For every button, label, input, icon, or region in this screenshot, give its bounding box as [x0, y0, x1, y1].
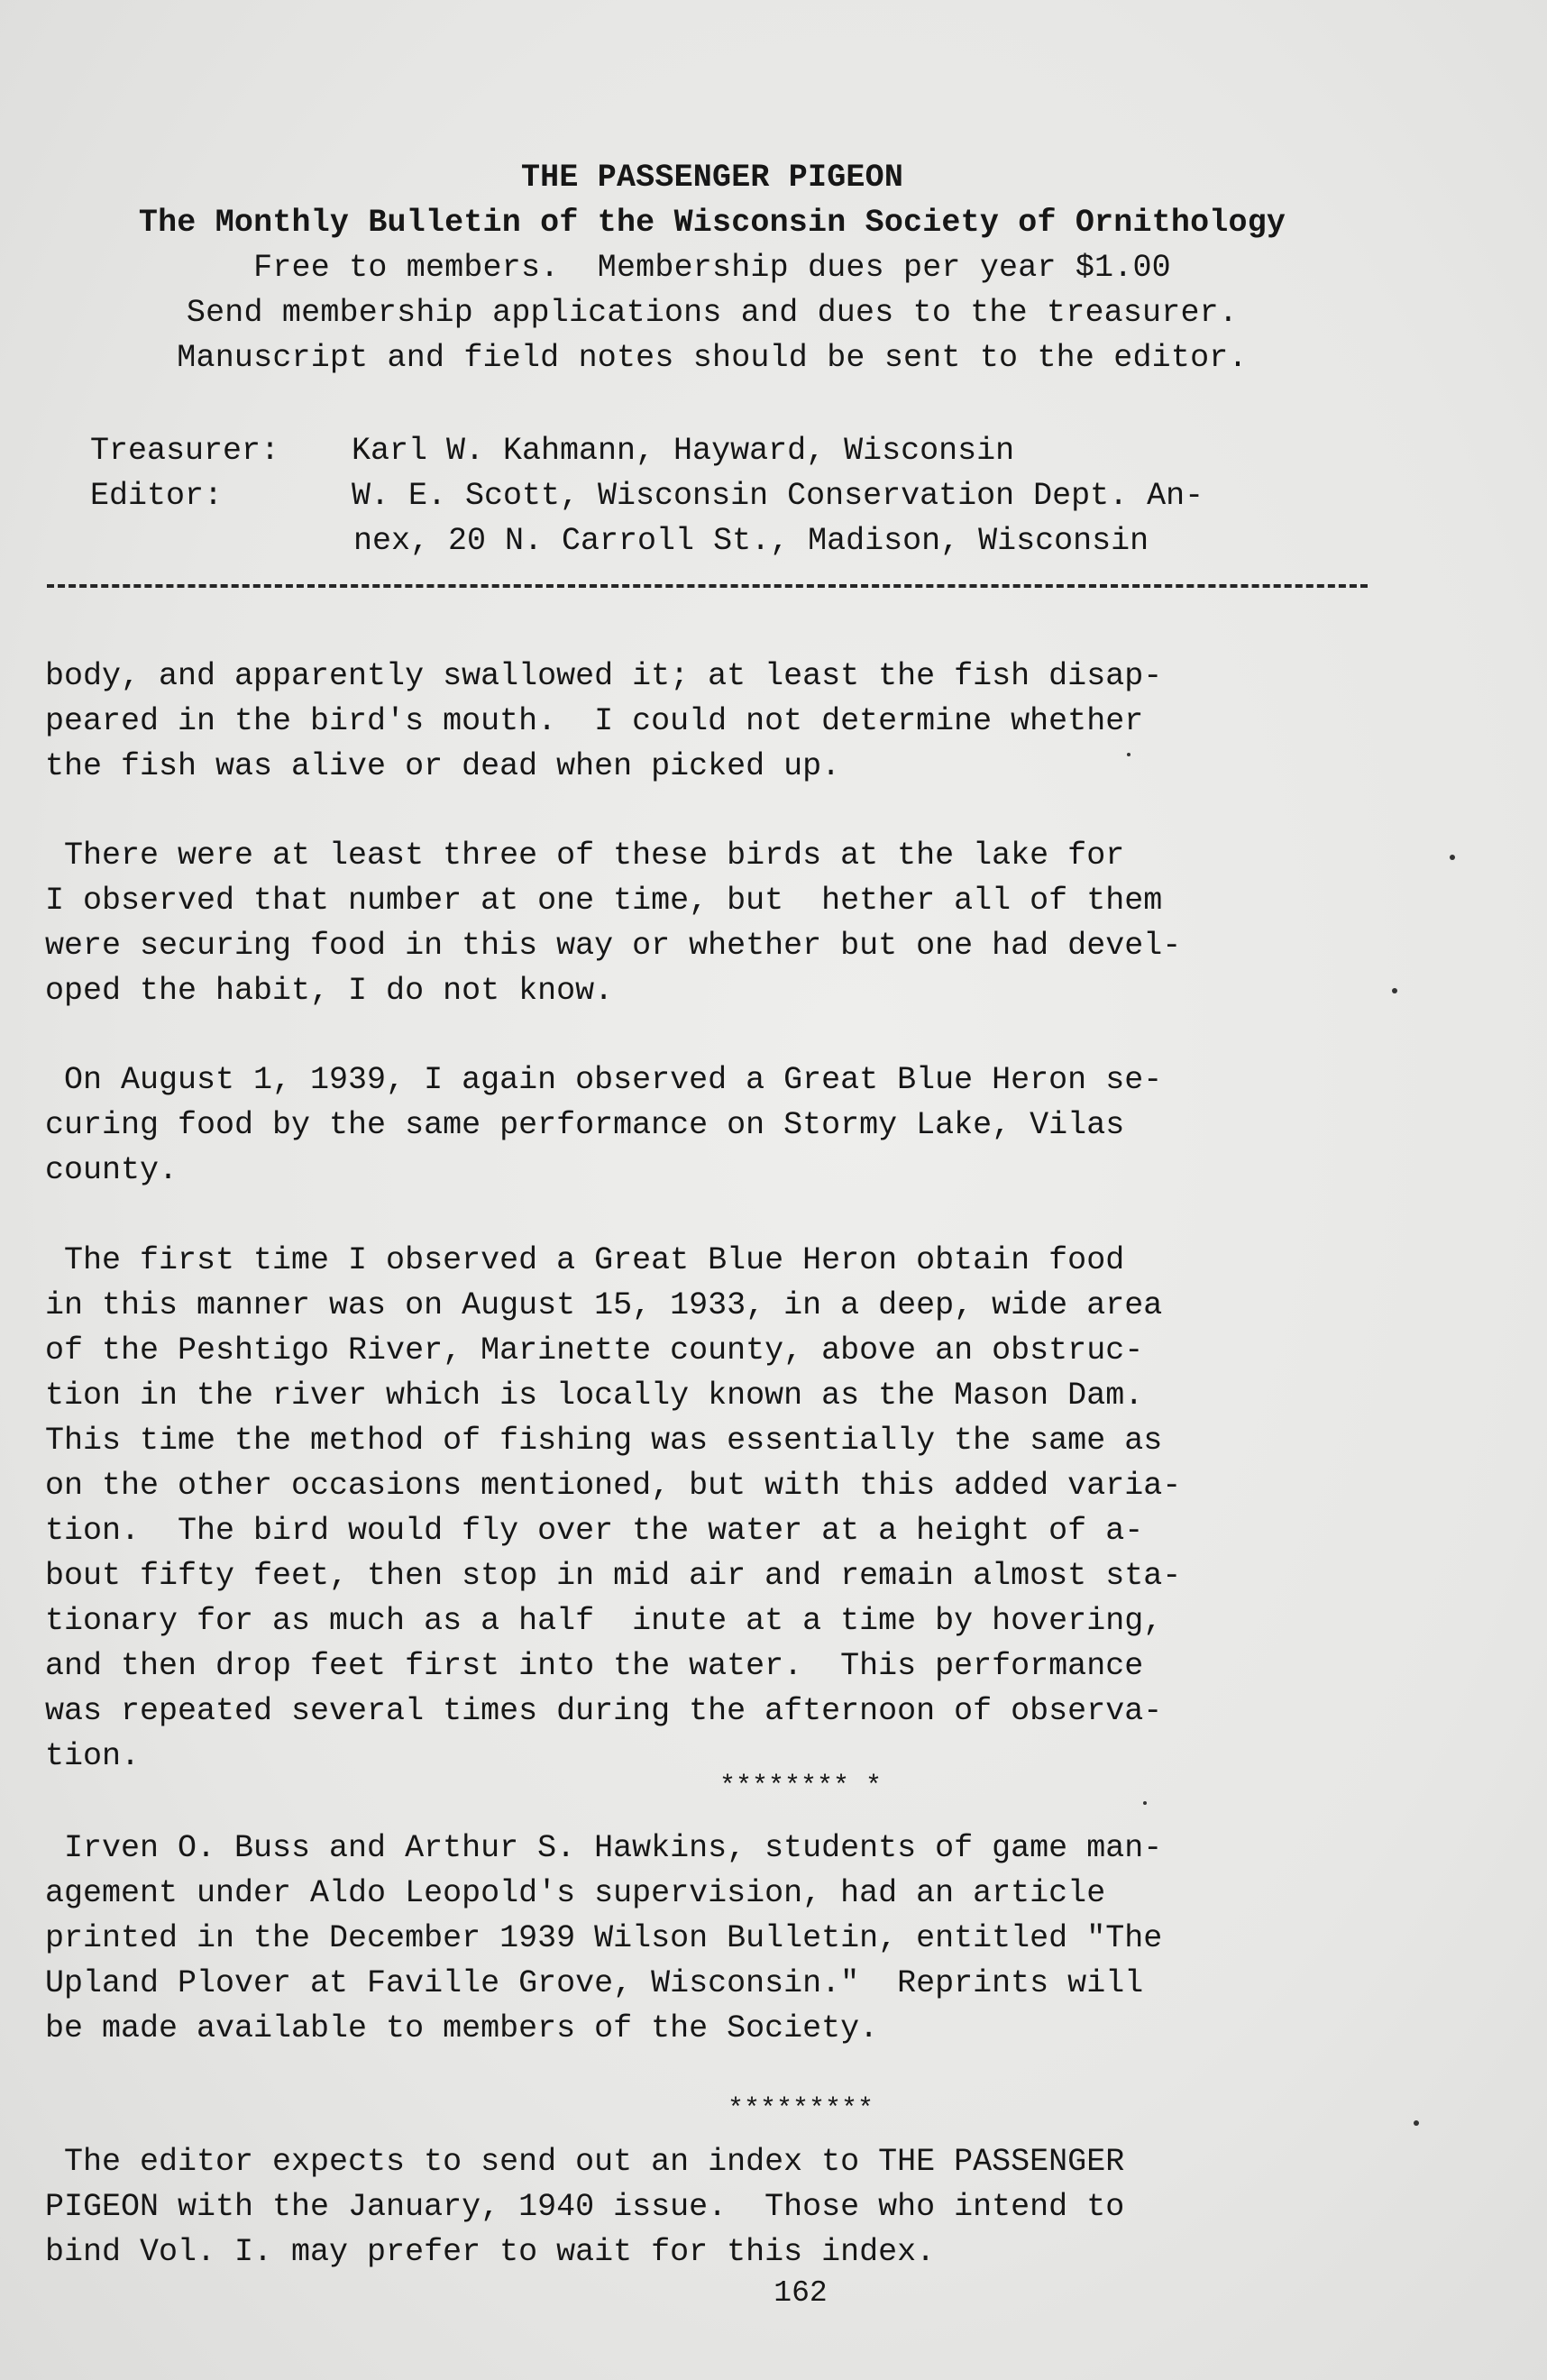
paragraph-stormy-lake: On August 1, 1939, I again observed a Great Blue Heron se- curing food by the same performance on Stormy Lake, Vilas county.	[45, 1062, 1163, 1188]
ink-speck	[1450, 855, 1455, 860]
paragraph-upland-plover: Irven O. Buss and Arthur S. Hawkins, students of game man- agement under Aldo Leopold's supervision, had an article printed in the December 1939 Wilson Bulletin, entitled "The Upland Plover at Faville Grove, Wisconsin." Reprints will be made available to members of the Society.	[45, 1830, 1163, 2046]
editor-address-continued: nex, 20 N. Carroll St., Madison, Wisconsin	[353, 523, 1149, 559]
editor-row	[90, 473, 1204, 518]
paragraph-index-notice: The editor expects to send out an index to THE PASSENGER PIGEON with the January, 1940 issue. Those who intend to bind Vol. I. may prefer to wait for this index.	[45, 2144, 1125, 2270]
membership-dues-line: Free to members. Membership dues per year $1.00	[253, 250, 1171, 286]
editor-value: W. E. Scott, Wisconsin Conservation Dept. An-	[352, 478, 1204, 514]
paragraph-three-birds: There were at least three of these birds at the lake for I observed that number at one time, but hether all of them were securing food in this way or whether but one had devel- oped the habit, I do not know.	[45, 838, 1182, 1009]
bulletin-title: THE PASSENGER PIGEON	[520, 160, 904, 196]
bulletin-subtitle: The Monthly Bulletin of the Wisconsin Society of Ornithology	[138, 205, 1286, 241]
applications-line: Send membership applications and dues to the treasurer.	[186, 295, 1239, 331]
asterisk-separator: *********	[727, 2094, 874, 2125]
manuscript-line: Manuscript and field notes should be sent to the editor.	[177, 340, 1248, 376]
page-number: 162	[774, 2276, 828, 2310]
dashed-divider	[47, 584, 1368, 588]
asterisk-separator: ******** *	[719, 1771, 883, 1802]
ink-speck	[1414, 2120, 1419, 2126]
treasurer-value: Karl W. Kahmann, Hayward, Wisconsin	[352, 433, 1015, 469]
paragraph-peshtigo-river: The first time I observed a Great Blue Heron obtain food in this manner was on August 15, 1933, in a deep, wide area of the Peshtigo River, Marinette county, above an obstruc- tion in the river which is locally known as the Mason Dam. This time the method of fishing was essentially the same as on the other occasions mentioned, but with this added varia- tion. The bird would fly over the water at a height of a- bout fifty feet, then stop in mid air and remain almost sta- tionary for as much as a half inute at a time by hovering, and then drop feet first into the water. This performance was repeated several times during the afternoon of observa- tion.	[45, 1242, 1182, 1774]
paragraph-fish-swallowed: body, and apparently swallowed it; at least the fish disap- peared in the bird's mouth. I could not determine whether the fish was alive or dead when picked up.	[45, 658, 1163, 784]
editor-label: Editor:	[90, 478, 224, 514]
ink-speck	[1127, 753, 1130, 756]
ink-speck	[1143, 1801, 1147, 1805]
treasurer-row	[90, 428, 1014, 473]
treasurer-label: Treasurer:	[90, 433, 280, 469]
ink-speck	[1392, 988, 1397, 993]
